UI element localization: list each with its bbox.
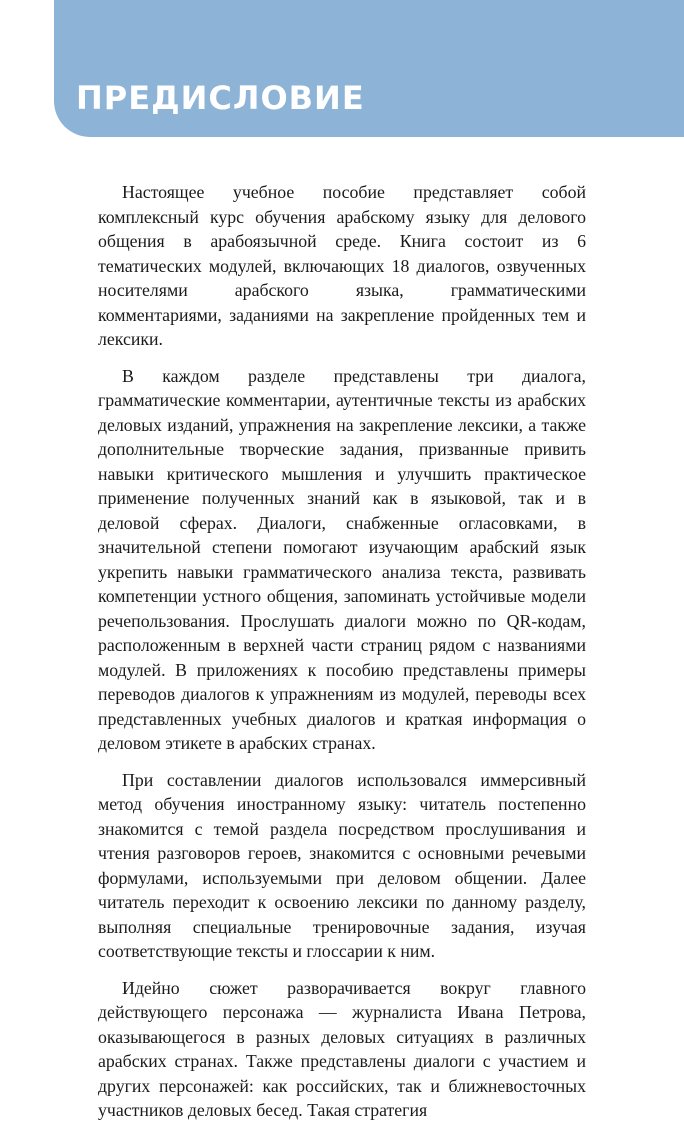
paragraph: При составлении диалогов использовался иммерсивный метод обучения иностранному языку: читатель постепенно знакомится с темой раздела посредством прослушивания и чтения разговоров героев, знакомится с основными речевыми формулами, используемыми при деловом общении. Далее читатель переходит к освоению лексики по данному разделу, выполняя специальные тренировочные задания, изучая соответствующие тексты и глоссарии к ним.	[98, 769, 586, 961]
paragraph: Настоящее учебное пособие представляет собой комплексный курс обучения арабскому языку для делового общения в арабоязычной среде. Книга состоит из 6 тематических модулей, включающих 18 диалогов, озвученных носителями арабского языка, грамматическими комментариями, заданиями на закрепление пройденных тем и лексики.	[98, 182, 586, 349]
page-title: ПРЕДИСЛОВИЕ	[76, 79, 365, 117]
paragraph: В каждом разделе представлены три диалога, грамматические комментарии, аутентичные тексты из арабских деловых изданий, упражнения на закрепление лексики, а также дополнительные творческие задания, призванные привить навыки критического мышления и улучшить практическое применение полученных знаний как в языковой, так и в деловой сферах. Диалоги, снабженные огласовками, в значительной степени помогают изучающим арабский язык укрепить навыки грамматического анализа текста, развивать компетенции устного общения, запоминать устойчивые модели речепользования. Прослушать диалоги можно по QR-кодам, расположенным в верхней части страниц рядом с названиями модулей. В приложениях к пособию представлены примеры переводов диалогов к упражнениям из модулей, переводы всех представленных учебных диалогов и краткая информация о деловом этикете в арабских странах.	[98, 365, 586, 753]
body-text	[98, 180, 586, 1135]
paragraph: Идейно сюжет разворачивается вокруг главного действующего персонажа — журналиста Ивана Петрова, оказывающегося в разных деловых ситуациях в различных арабских странах. Также представлены диалоги с участием и других персонажей: как российских, так и ближневосточных участников деловых бесед. Такая стратегия	[98, 977, 586, 1120]
